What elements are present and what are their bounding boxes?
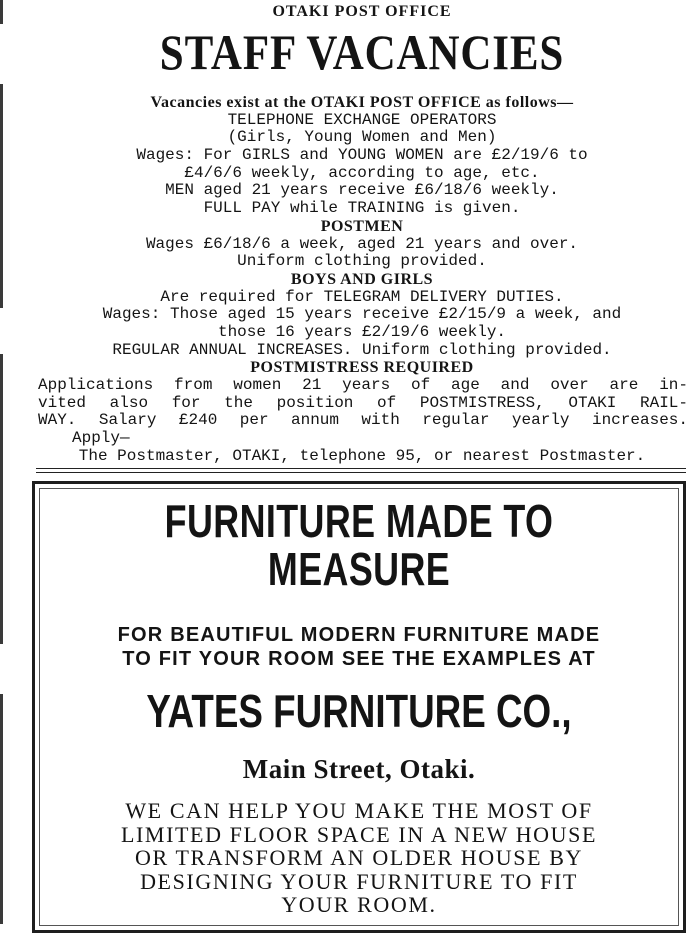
notice-body <box>32 94 692 465</box>
advert-body-line: LIMITED FLOOR SPACE IN A NEW HOUSE <box>120 822 598 847</box>
notice-line: FULL PAY while TRAINING is given. <box>203 199 521 218</box>
company-name: YATES FURNITURE CO., <box>146 685 572 737</box>
notice-heading: OTAKI POST OFFICE <box>272 3 452 20</box>
notice-line: Uniform clothing provided. <box>237 252 487 271</box>
company-address: Main Street, Otaki. <box>242 754 476 784</box>
apply-label: Apply— <box>72 429 130 448</box>
advert-headline: FURNITURE MADE TO <box>164 495 554 547</box>
notice-line: TELEPHONE EXCHANGE OPERATORS <box>227 110 497 129</box>
notice-line: Wages: Those aged 15 years receive £2/15/9 a week, and <box>102 305 622 324</box>
notice-line: REGULAR ANNUAL INCREASES. Uniform clothing provided. <box>112 340 612 359</box>
contact-line: The Postmaster, OTAKI, telephone 95, or nearest Postmaster. <box>78 446 646 465</box>
notice-line: Applications from women 21 years of age and over are in- <box>38 376 688 394</box>
notice-line: Wages £6/18/6 a week, aged 21 years and over. <box>145 234 579 253</box>
notice-line: Are required for TELEGRAM DELIVERY DUTIES. <box>160 287 564 306</box>
notice-title: STAFF VACANCIES <box>159 24 565 80</box>
advert-subheading: FOR BEAUTIFUL MODERN FURNITURE MADE <box>117 624 601 646</box>
furniture-advert <box>32 481 686 933</box>
notice-line: (Girls, Young Women and Men) <box>227 128 497 147</box>
notice-line: those 16 years £2/19/6 weekly. <box>217 322 507 341</box>
advert-body-line: OR TRANSFORM AN OLDER HOUSE BY <box>135 845 583 870</box>
section-heading-boys-girls: BOYS AND GIRLS <box>290 270 434 288</box>
notice-line: MEN aged 21 years receive £6/18/6 weekly. <box>165 181 559 200</box>
section-divider <box>36 468 686 469</box>
advert-body-line: DESIGNING YOUR FURNITURE TO FIT <box>140 869 578 894</box>
notice-line: Vacancies exist at the OTAKI POST OFFICE as follows— <box>150 94 574 111</box>
advert-headline: MEASURE <box>267 543 451 595</box>
section-heading-postmistress: POSTMISTRESS REQUIRED <box>250 359 474 377</box>
page-edge-marks <box>0 0 14 940</box>
advert-body-line: WE CAN HELP YOU MAKE THE MOST OF <box>125 798 593 823</box>
notice-line: vited also for the position of POSTMISTRESS, OTAKI RAIL- <box>38 393 688 412</box>
section-divider <box>36 472 686 473</box>
notice-line: WAY. Salary £240 per annum with regular yearly increases. <box>38 411 688 430</box>
notice-line: Wages: For GIRLS and YOUNG WOMEN are £2/19/6 to <box>136 146 588 165</box>
notice-line: £4/6/6 weekly, according to age, etc. <box>184 163 540 182</box>
advert-body-line: YOUR ROOM. <box>281 892 437 917</box>
advert-subheading: TO FIT YOUR ROOM SEE THE EXAMPLES AT <box>122 648 596 670</box>
section-heading-postmen: POSTMEN <box>320 217 404 235</box>
